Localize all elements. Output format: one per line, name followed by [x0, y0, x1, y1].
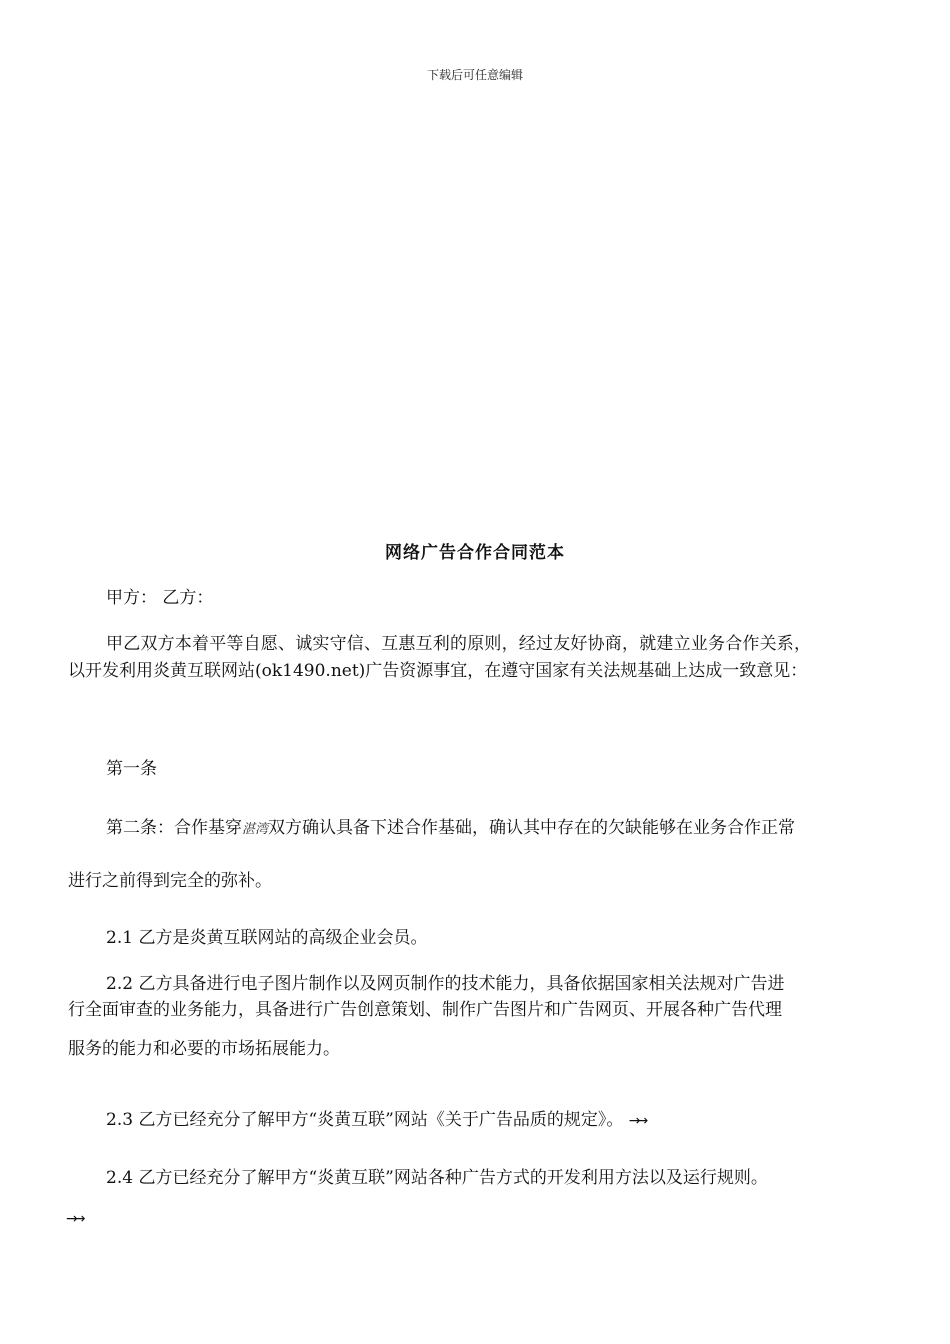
clause-2-2-line-3: 服务的能力和必要的市场拓展能力。 [68, 1039, 340, 1059]
intro-line-2: 以开发利用炎黄互联网站(ok1490.net)广告资源事宜，在遵守国家有关法规基础上达成一致意见： [68, 661, 808, 681]
article-2-line-1 [106, 816, 795, 842]
clause-2-4-arrow-line [66, 1206, 81, 1231]
article-1-heading: 第一条 [106, 759, 157, 779]
clause-2-1: 2.1 乙方是炎黄互联网站的高级企业会员。 [106, 928, 428, 948]
intro-line-1: 甲乙双方本着平等自愿、诚实守信、互惠互利的原则，经过友好协商，就建立业务合作关系， [106, 634, 812, 654]
clause-2-3: 2.3 乙方已经充分了解甲方“炎黄互联”网站《关于广告品质的规定》。 [106, 1110, 624, 1130]
article-2-text-b: 双方确认具备下述合作基础，确认其中存在的欠缺能够在业务合作正常 [268, 818, 796, 838]
clause-2-4: 2.4 乙方已经充分了解甲方“炎黄互联”网站各种广告方式的开发利用方法以及运行规则。 [106, 1168, 768, 1188]
clause-2-2-line-1: 2.2 乙方具备进行电子图片制作以及网页制作的技术能力，具备依据国家相关法规对广告进 [106, 974, 785, 994]
arrow-mark-icon: →→ [66, 1210, 82, 1227]
clause-2-2-line-2: 行全面审查的业务能力，具备进行广告创意策划、制作广告图片和广告网页、开展各种广告代理 [68, 1000, 782, 1020]
page-header-note: 下载后可任意编辑 [426, 68, 523, 82]
article-2-scribble: 湛湾 [242, 822, 269, 837]
arrow-mark-icon: →→ [628, 1112, 645, 1129]
document-title: 网络广告合作合同范本 [385, 543, 565, 563]
clause-2-3-line [106, 1108, 644, 1133]
parties-line: 甲方： 乙方： [106, 588, 214, 608]
article-2-text-a: 第二条：合作基穿 [106, 818, 242, 838]
article-2-line-2: 进行之前得到完全的弥补。 [68, 871, 272, 891]
